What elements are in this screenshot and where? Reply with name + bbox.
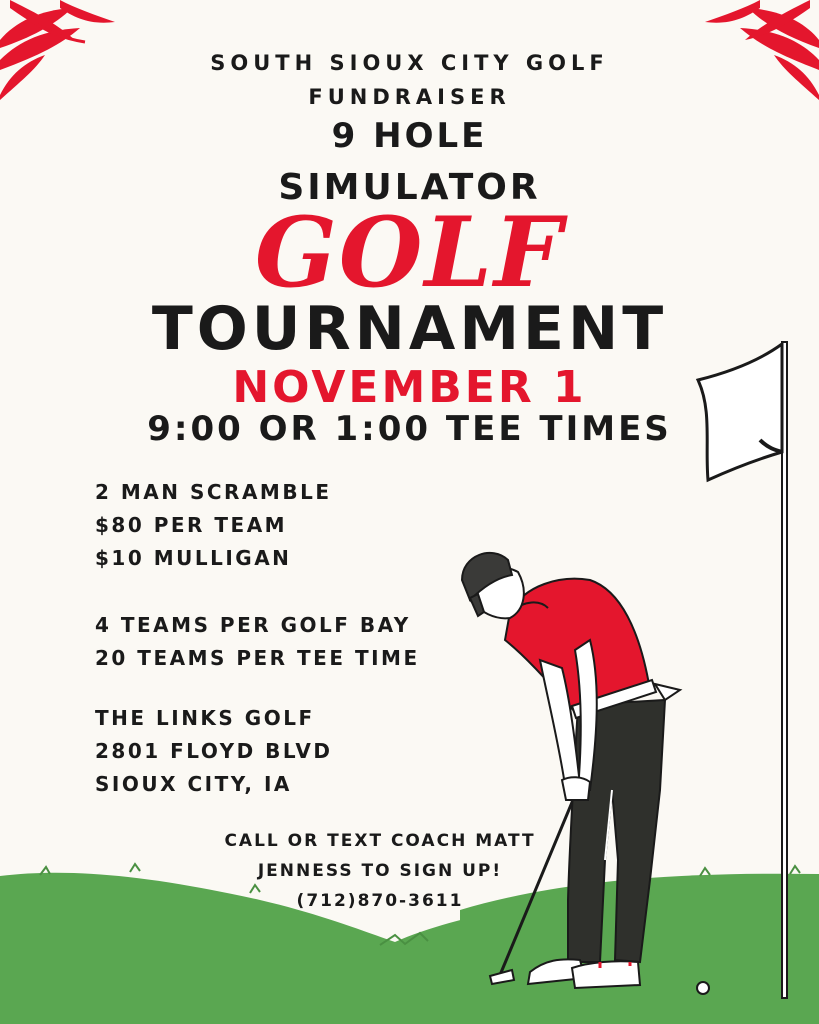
contact-line: CALL OR TEXT COACH MATT [224, 831, 536, 851]
detail-line: 2 MAN SCRAMBLE [95, 480, 332, 504]
golf-title: GOLF [254, 196, 565, 309]
holes-heading: 9 HOLE [331, 116, 488, 156]
contact-phone: (712)870-3611 [296, 891, 464, 911]
detail-line: $80 PER TEAM [95, 513, 288, 537]
detail-line: SIOUX CITY, IA [95, 772, 292, 796]
detail-line: 4 TEAMS PER GOLF BAY [95, 613, 411, 637]
detail-line: 2801 FLOYD BLVD [95, 739, 333, 763]
contact-line: JENNESS TO SIGN UP! [257, 861, 503, 881]
capacity-details [95, 609, 420, 675]
organization-line-1: SOUTH SIOUX CITY GOLF [210, 51, 609, 75]
simulator-heading: SIMULATOR [278, 167, 541, 208]
contact-info [200, 826, 560, 916]
format-details [95, 476, 331, 575]
tee-times: 9:00 OR 1:00 TEE TIMES [147, 409, 672, 449]
detail-line: 20 TEAMS PER TEE TIME [95, 646, 420, 670]
location-details [95, 702, 332, 801]
tournament-title: TOURNAMENT [151, 294, 668, 364]
golf-ball-icon [697, 982, 709, 994]
organization-line-2: FUNDRAISER [308, 85, 511, 109]
event-date: NOVEMBER 1 [232, 362, 587, 413]
detail-line: $10 MULLIGAN [95, 546, 292, 570]
detail-line: THE LINKS GOLF [95, 706, 315, 730]
